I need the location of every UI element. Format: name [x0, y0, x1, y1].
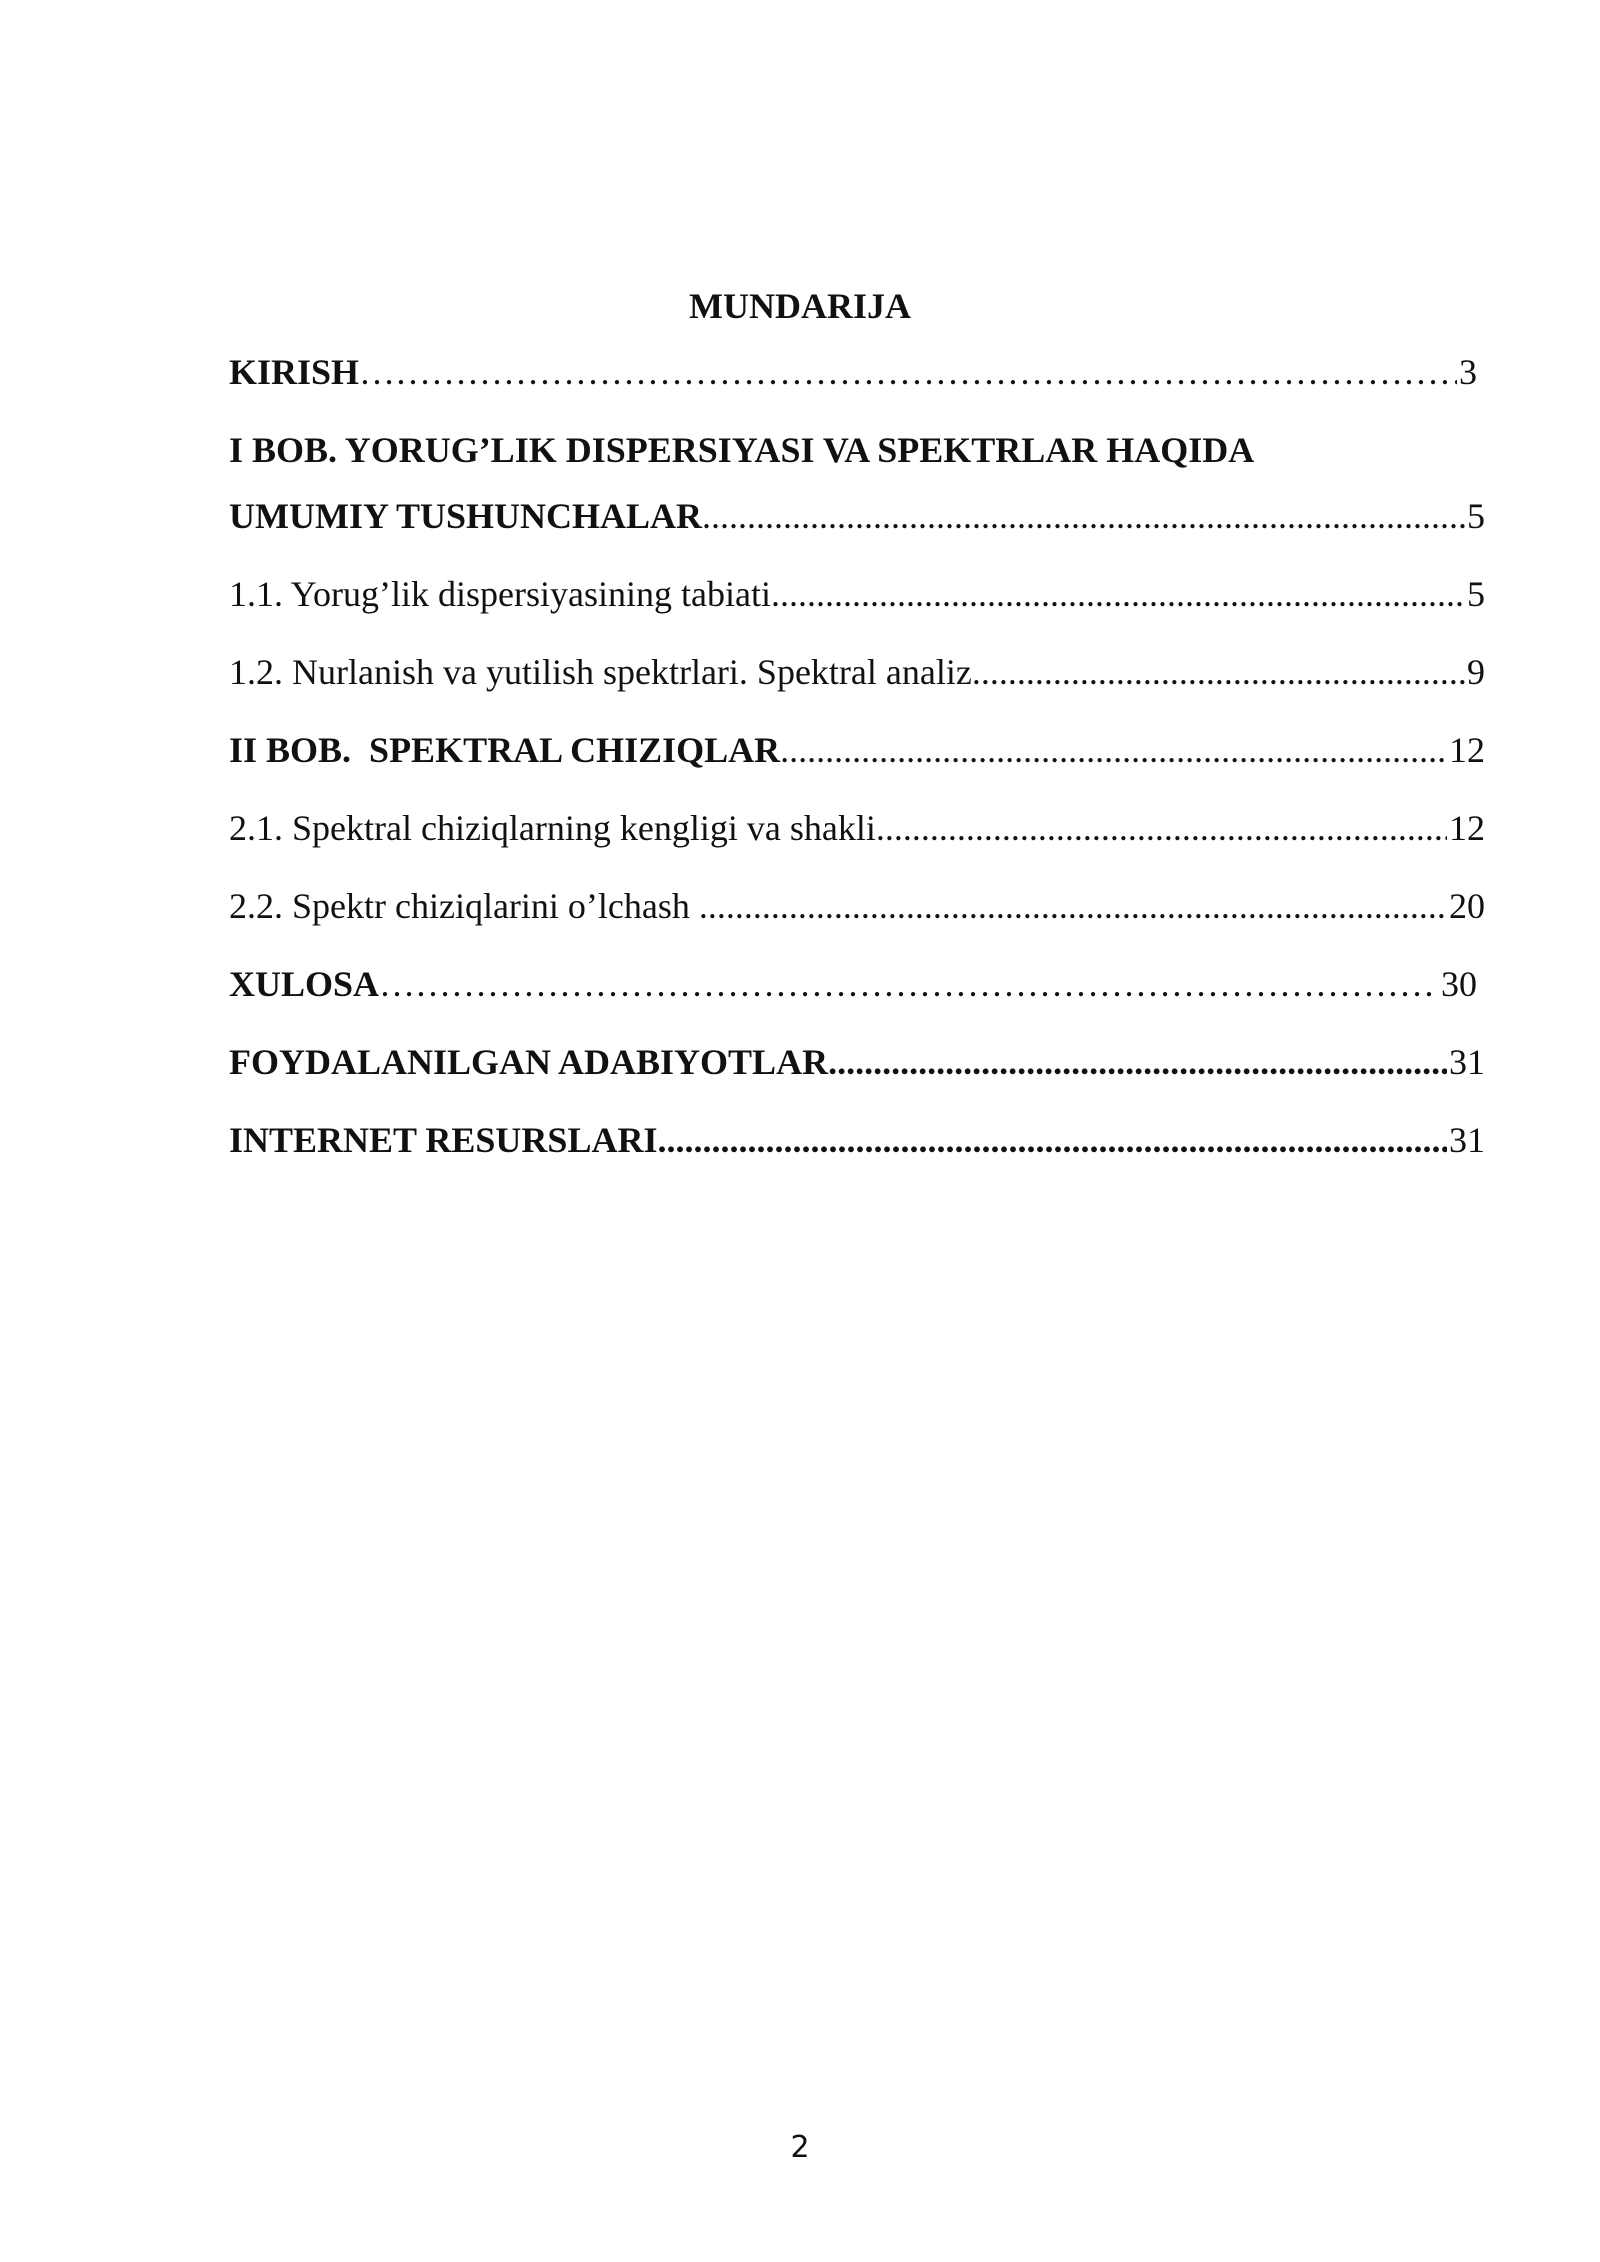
toc-entry-chapter-1[interactable]: [229, 494, 1485, 538]
toc-entry-1-1[interactable]: [229, 572, 1485, 616]
toc-entry-chapter-1-line1[interactable]: I BOB. YORUG’LIK DISPERSIYASI VA SPEKTRLAR HAQIDA: [229, 430, 1255, 470]
toc-entry-label: UMUMIY TUSHUNCHALAR: [229, 496, 703, 536]
toc-leader-dots: [780, 728, 1447, 772]
toc-entry-label: 2.2. Spektr chiziqlarini o’lchash: [229, 886, 699, 926]
toc-entry-page: 5: [1467, 496, 1485, 536]
toc-entry-internet-resources[interactable]: [229, 1118, 1485, 1162]
toc-leader-dots: [699, 884, 1447, 928]
toc-entry-kirish[interactable]: [229, 350, 1477, 394]
toc-entry-label: INTERNET RESURSLARI: [229, 1120, 658, 1160]
toc-entry-page: 31: [1449, 1042, 1485, 1082]
toc-entry-page: 30: [1441, 964, 1477, 1004]
toc-entry-label: 1.1. Yorug’lik dispersiyasining tabiati: [229, 574, 771, 614]
toc-leader-dots: [702, 494, 1465, 538]
toc-entry-label: XULOSA: [229, 964, 380, 1004]
toc-leader-dots: [972, 650, 1465, 694]
page-number: 2: [790, 2130, 810, 2165]
toc-entry-chapter-2[interactable]: [229, 728, 1485, 772]
toc-entry-page: 5: [1467, 574, 1485, 614]
toc-leader-dots: [657, 1118, 1447, 1162]
toc-entry-references[interactable]: [229, 1040, 1485, 1084]
toc-entry-2-2[interactable]: [229, 884, 1485, 928]
toc-entry-page: 31: [1449, 1120, 1485, 1160]
toc-entry-label: FOYDALANILGAN ADABIYOTLAR: [229, 1042, 829, 1082]
toc-entry-xulosa[interactable]: [229, 962, 1477, 1006]
toc-title: MUNDARIJA: [689, 286, 911, 326]
toc-entry-label: 1.2. Nurlanish va yutilish spektrlari. Spektral analiz: [229, 652, 972, 692]
toc-entry-page: 9: [1467, 652, 1485, 692]
toc-entry-page: 3: [1459, 352, 1477, 392]
toc-entry-2-1[interactable]: [229, 806, 1485, 850]
toc-entry-1-2[interactable]: [229, 650, 1485, 694]
toc-entry-page: 20: [1449, 886, 1485, 926]
toc-entry-label: KIRISH: [229, 352, 360, 392]
toc-leader-dots: [828, 1040, 1447, 1084]
toc-leader-dots: [771, 572, 1465, 616]
toc-entry-page: 12: [1449, 730, 1485, 770]
toc-entry-page: 12: [1449, 808, 1485, 848]
toc-leader-dots: [876, 806, 1447, 850]
toc-leader-dots: [379, 962, 1439, 1006]
toc-entry-label: II BOB. SPEKTRAL CHIZIQLAR: [229, 730, 781, 770]
toc-leader-dots: [359, 350, 1457, 394]
toc-entry-label: 2.1. Spektral chiziqlarning kengligi va shakli: [229, 808, 876, 848]
